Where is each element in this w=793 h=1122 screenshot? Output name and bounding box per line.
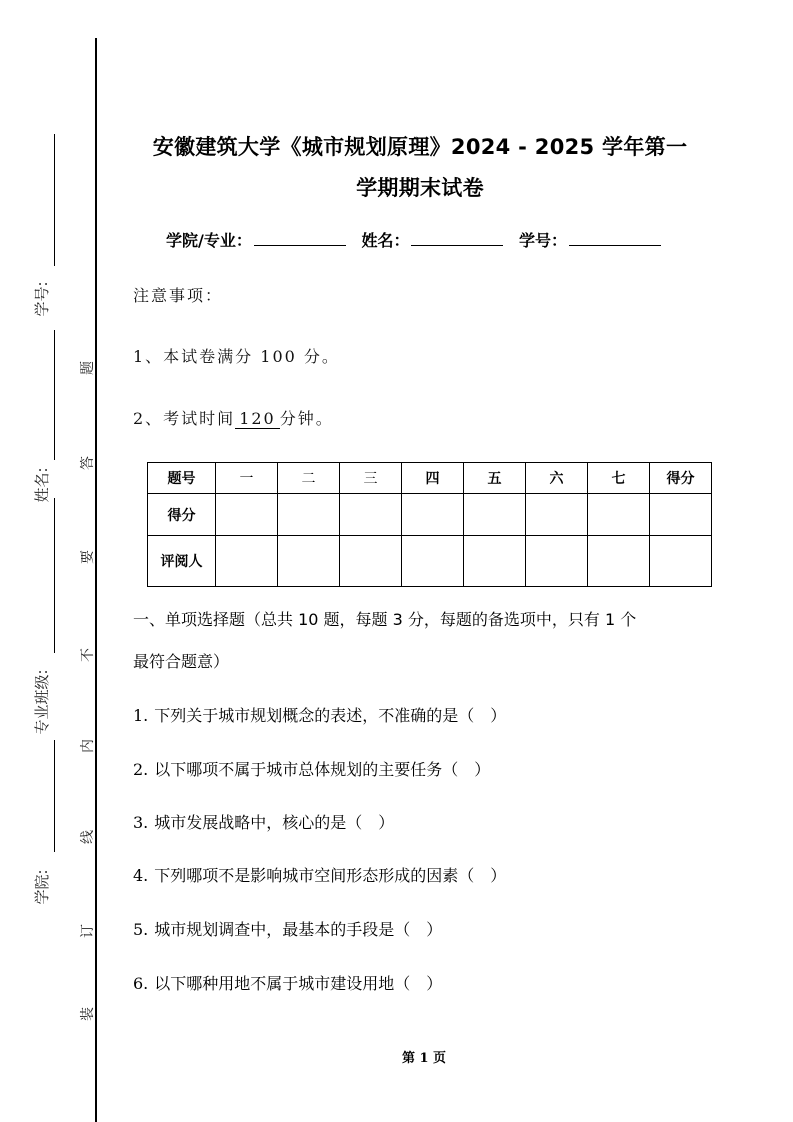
score-cell-total[interactable] bbox=[650, 494, 712, 536]
question-item bbox=[133, 704, 506, 728]
seal-char: 装 bbox=[80, 1007, 96, 1021]
score-cell[interactable] bbox=[278, 494, 340, 536]
question-number: 6. bbox=[133, 974, 149, 993]
seal-char: 订 bbox=[80, 924, 96, 938]
student-id-label: 学号： bbox=[519, 231, 568, 250]
name-fill-line-upper[interactable] bbox=[54, 330, 55, 460]
question-text: 下列哪项不是影响城市空间形态形成的因素（ ） bbox=[154, 866, 507, 885]
header-cell-6: 六 bbox=[526, 463, 588, 494]
seal-char: 答 bbox=[80, 456, 96, 470]
header-cell-question-no: 题号 bbox=[148, 463, 216, 494]
section1-title-line2: 最符合题意） bbox=[133, 652, 230, 671]
margin-student-id-label: 学号: bbox=[33, 281, 51, 317]
question-number: 2. bbox=[133, 760, 149, 779]
question-item bbox=[133, 918, 442, 942]
question-number: 1. bbox=[133, 706, 149, 725]
question-text: 以下哪项不属于城市总体规划的主要任务（ ） bbox=[154, 760, 491, 779]
seal-char: 不 bbox=[80, 648, 96, 662]
name-label: 姓名： bbox=[361, 231, 410, 250]
exam-duration-value: 120 bbox=[235, 410, 280, 429]
score-cell[interactable] bbox=[526, 494, 588, 536]
note-exam-time-prefix: 2、考试时间 bbox=[133, 409, 236, 428]
score-cell[interactable] bbox=[464, 494, 526, 536]
question-item bbox=[133, 972, 442, 996]
seal-char: 题 bbox=[80, 361, 96, 375]
notes-heading: 注意事项： bbox=[133, 286, 224, 305]
college-major-field[interactable] bbox=[254, 229, 346, 246]
note-full-score: 1、本试卷满分 100 分。 bbox=[133, 347, 340, 366]
class-fill-line[interactable] bbox=[54, 498, 55, 653]
section1-title-line1: 一、单项选择题（总共 10 题，每题 3 分，每题的备选项中，只有 1 个 bbox=[133, 610, 637, 629]
score-table-header-row bbox=[148, 463, 712, 494]
grader-cell[interactable] bbox=[340, 536, 402, 587]
margin-major-class-label: 专业班级: bbox=[33, 669, 51, 735]
name-field[interactable] bbox=[411, 229, 503, 246]
score-cell[interactable] bbox=[402, 494, 464, 536]
header-cell-2: 二 bbox=[278, 463, 340, 494]
seal-char: 线 bbox=[80, 830, 96, 844]
score-cell[interactable] bbox=[588, 494, 650, 536]
header-cell-total: 得分 bbox=[650, 463, 712, 494]
note-exam-time bbox=[133, 407, 334, 431]
exam-title-line1: 安徽建筑大学《城市规划原理》2024 - 2025 学年第一 bbox=[152, 135, 688, 159]
question-text: 城市规划调查中，最基本的手段是（ ） bbox=[154, 920, 443, 939]
binding-line bbox=[95, 38, 97, 1122]
note-exam-time-suffix: 分钟。 bbox=[279, 409, 334, 428]
question-item bbox=[133, 758, 490, 782]
question-item bbox=[133, 811, 394, 835]
score-row bbox=[148, 494, 712, 536]
header-cell-7: 七 bbox=[588, 463, 650, 494]
row-label-grader: 评阅人 bbox=[148, 536, 216, 587]
header-cell-5: 五 bbox=[464, 463, 526, 494]
question-number: 4. bbox=[133, 866, 149, 885]
score-table bbox=[147, 462, 712, 587]
score-cell[interactable] bbox=[340, 494, 402, 536]
margin-college-label: 学院: bbox=[33, 869, 51, 905]
student-id-field[interactable] bbox=[569, 229, 661, 246]
grader-cell[interactable] bbox=[464, 536, 526, 587]
page-number: 第 1 页 bbox=[401, 1051, 447, 1066]
exam-title-line2: 学期期末试卷 bbox=[356, 176, 484, 200]
college-fill-line[interactable] bbox=[54, 740, 55, 852]
question-number: 3. bbox=[133, 813, 149, 832]
grader-cell[interactable] bbox=[278, 536, 340, 587]
question-text: 城市发展战略中，核心的是（ ） bbox=[154, 813, 395, 832]
header-cell-4: 四 bbox=[402, 463, 464, 494]
margin-name-label: 姓名: bbox=[33, 467, 51, 503]
college-major-label: 学院/专业： bbox=[166, 231, 252, 250]
question-item bbox=[133, 864, 506, 888]
grader-cell[interactable] bbox=[402, 536, 464, 587]
seal-char: 内 bbox=[80, 739, 96, 753]
score-cell[interactable] bbox=[216, 494, 278, 536]
row-label-score: 得分 bbox=[148, 494, 216, 536]
question-text: 以下哪种用地不属于城市建设用地（ ） bbox=[154, 974, 443, 993]
student-info-line bbox=[166, 229, 671, 253]
seal-char: 要 bbox=[80, 550, 96, 564]
question-text: 下列关于城市规划概念的表述，不准确的是（ ） bbox=[154, 706, 507, 725]
grader-cell[interactable] bbox=[588, 536, 650, 587]
header-cell-1: 一 bbox=[216, 463, 278, 494]
grader-cell[interactable] bbox=[216, 536, 278, 587]
question-number: 5. bbox=[133, 920, 149, 939]
grader-row bbox=[148, 536, 712, 587]
student-id-fill-line[interactable] bbox=[54, 134, 55, 266]
grader-cell[interactable] bbox=[526, 536, 588, 587]
header-cell-3: 三 bbox=[340, 463, 402, 494]
grader-cell-total[interactable] bbox=[650, 536, 712, 587]
